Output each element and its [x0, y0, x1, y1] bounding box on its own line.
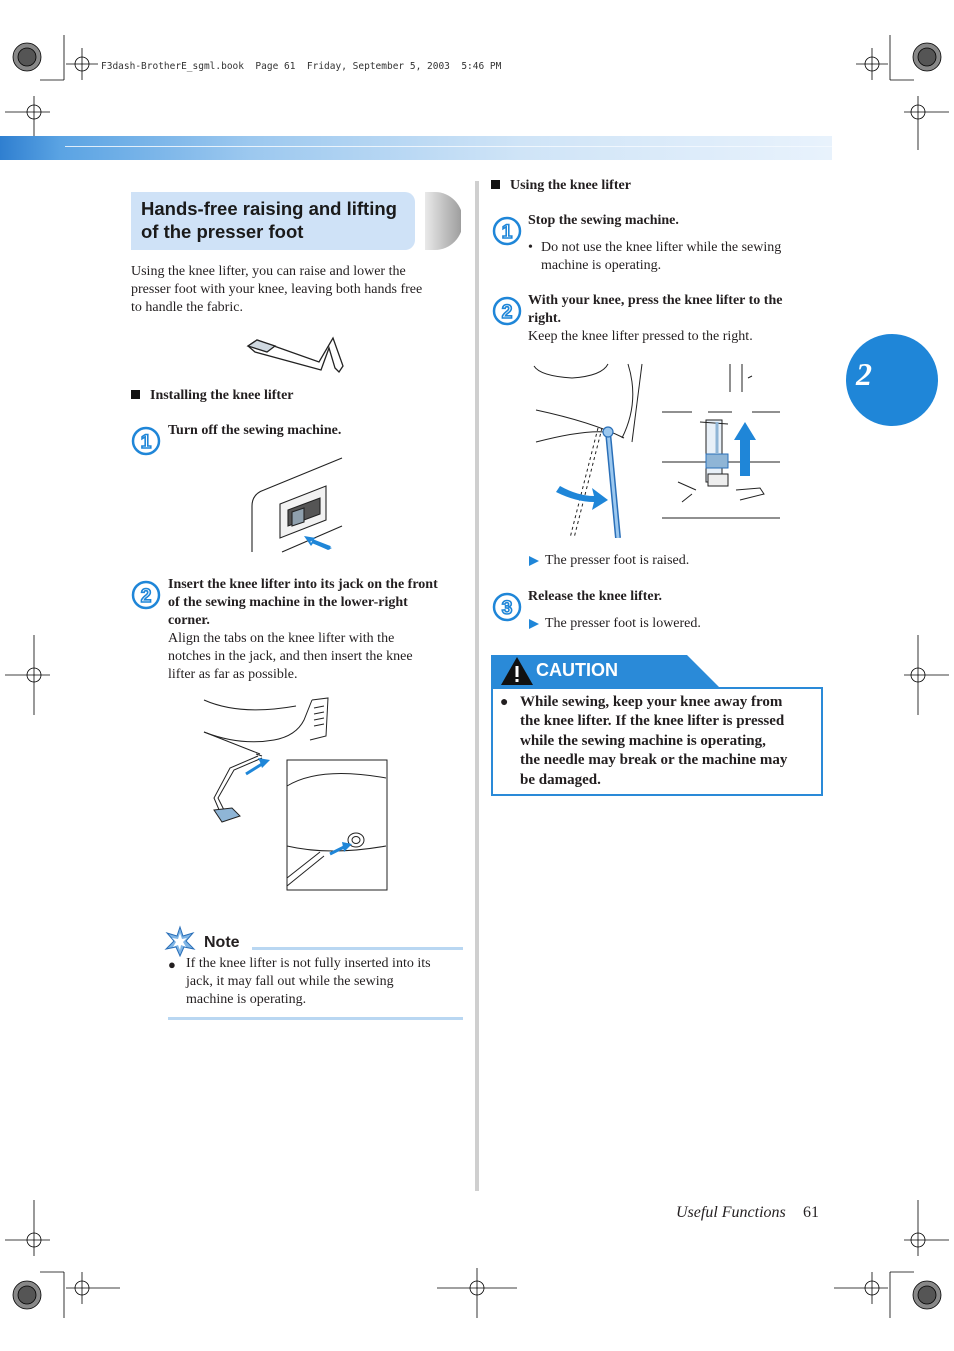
note-body: [168, 955, 463, 1009]
step-number: 2: [501, 302, 513, 323]
using-step3-text: Release the knee lifter.: [528, 589, 662, 604]
knee-lifter-illustration: [245, 332, 350, 376]
intro-line: to handle the fabric.: [131, 300, 243, 315]
caution-body: [500, 693, 820, 790]
note-title: Note: [204, 934, 240, 951]
bullet-line: Do not use the knee lifter while the sewing: [541, 240, 782, 255]
caution-title: CAUTION: [536, 660, 618, 680]
step-number: 2: [140, 586, 152, 607]
step-bold-line: right.: [528, 311, 562, 326]
footer-section-name: Useful Functions: [676, 1204, 786, 1221]
result-arrow-icon: [528, 618, 540, 630]
install-heading: [131, 387, 294, 405]
knee-lifter-pressed-illustration: [532, 362, 782, 538]
step-line: Keep the knee lifter pressed to the right.: [528, 329, 753, 344]
knee-lifter-insert-illustration: [200, 696, 392, 894]
intro-line: presser foot with your knee, leaving both hands free: [131, 282, 423, 297]
square-bullet-icon: [131, 390, 140, 399]
step-number-3-icon: [492, 592, 522, 622]
step-number-1-icon: [492, 216, 522, 246]
using-step3-result: The presser foot is lowered.: [545, 616, 701, 631]
caution-line: While sewing, keep your knee away from: [520, 694, 783, 710]
note-line: jack, it may fall out while the sewing: [186, 974, 394, 989]
section-title: [141, 197, 421, 243]
step-bold-line: of the sewing machine in the lower-right: [168, 595, 408, 610]
section-intro: [131, 263, 461, 317]
install-heading-text: Installing the knee lifter: [150, 388, 294, 403]
chapter-number: 2: [856, 356, 872, 392]
note-line: machine is operating.: [186, 992, 307, 1007]
caution-line: the knee lifter. If the knee lifter is pressed: [520, 713, 785, 730]
using-step1-text: Stop the sewing machine.: [528, 213, 679, 228]
section-title-line2: of the presser foot: [141, 221, 304, 242]
step-line: notches in the jack, and then insert the knee: [168, 649, 413, 664]
bullet-dot-icon: ●: [500, 695, 509, 710]
step-line: lifter as far as possible.: [168, 667, 298, 682]
section-title-line1: Hands-free raising and lifting: [141, 198, 397, 219]
step-line: Align the tabs on the knee lifter with the: [168, 631, 395, 646]
page-number: 61: [803, 1204, 819, 1221]
note-bottom-rule: [168, 1017, 463, 1020]
caution-line: the needle may break or the machine may: [520, 752, 788, 769]
caution-line: while the sewing machine is operating,: [520, 732, 766, 749]
intro-line: Using the knee lifter, you can raise and lower the: [131, 264, 406, 279]
using-step2-result: The presser foot is raised.: [545, 553, 690, 568]
step-number: 1: [501, 222, 513, 243]
step-bold-line: corner.: [168, 613, 210, 628]
step-bold-line: With your knee, press the knee lifter to the: [528, 293, 783, 308]
using-heading: [491, 177, 631, 195]
column-divider: [475, 181, 479, 1191]
header-band-line: [65, 146, 832, 147]
note-star-icon: [163, 925, 197, 957]
result-arrow-icon: [528, 555, 540, 567]
power-switch-illustration: [248, 456, 348, 556]
step-number-1-icon: [131, 426, 161, 456]
header-band: [0, 136, 832, 160]
using-heading-text: Using the knee lifter: [510, 178, 631, 193]
bullet-dot-icon: ●: [168, 957, 176, 972]
using-step1-bullet: [528, 239, 828, 275]
using-step2-text: [528, 292, 828, 346]
square-bullet-icon: [491, 180, 500, 189]
caution-line: be damaged.: [520, 771, 601, 788]
note-top-rule: [252, 947, 463, 950]
bullet-line: machine is operating.: [541, 258, 662, 273]
note-line: If the knee lifter is not fully inserted into its: [186, 956, 431, 971]
install-step2-text: [168, 576, 468, 684]
step-bold-line: Insert the knee lifter into its jack on the front: [168, 577, 438, 592]
bullet-dot-icon: •: [528, 240, 533, 255]
step-number: 1: [140, 432, 152, 453]
step-number: 3: [501, 598, 513, 619]
step-number-2-icon: [492, 296, 522, 326]
install-step1-text: Turn off the sewing machine.: [168, 423, 342, 438]
print-header: F3dash-BrotherE_sgml.book Page 61 Friday, September 5, 2003 5:46 PM: [101, 61, 502, 72]
step-number-2-icon: [131, 580, 161, 610]
